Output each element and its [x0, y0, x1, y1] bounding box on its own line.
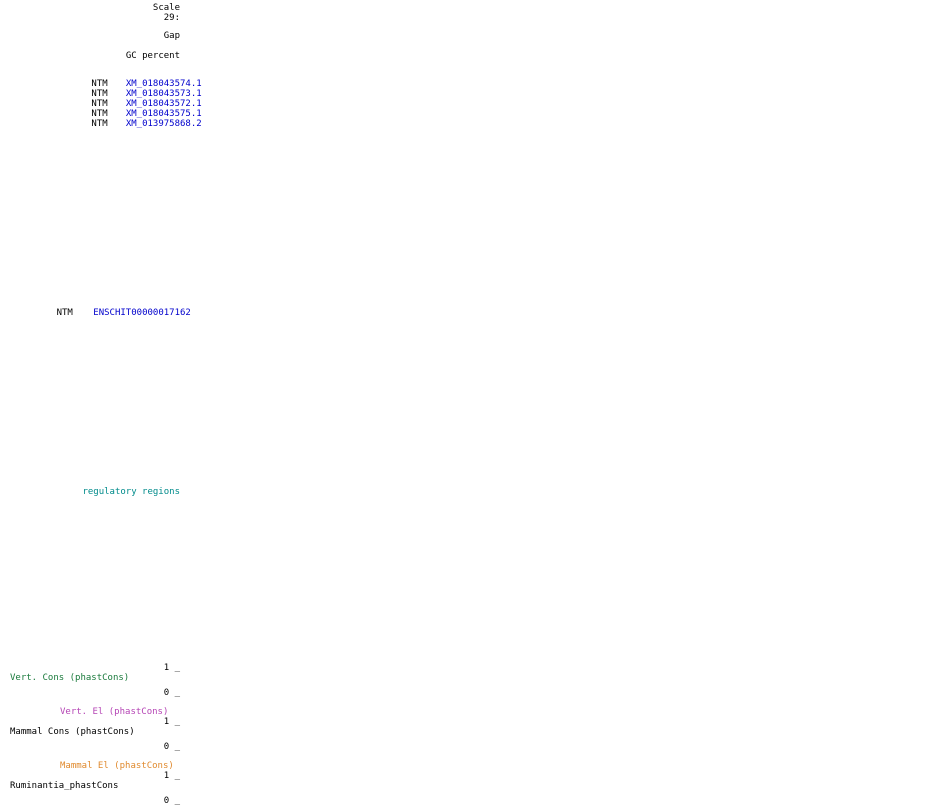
vert-cons-label[interactable]: Vert. Cons (phastCons) [10, 673, 130, 683]
ruminantia-label[interactable]: Ruminantia_phastCons [10, 781, 119, 791]
refseq-accession[interactable]: XM_013975868.2 [125, 119, 202, 129]
refseq-gene-symbol: NTM [91, 119, 108, 129]
ensembl-row[interactable] [0, 298, 191, 318]
gap-label: Gap [163, 31, 180, 41]
gc-percent-label: GC percent [125, 51, 180, 61]
vert-cons-min-tick: 0 _ [163, 688, 180, 698]
regulatory-regions-label[interactable]: regulatory regions [82, 487, 180, 497]
scale-label: Scale [152, 3, 180, 13]
refseq-accession[interactable]: XM_018043574.1 [125, 79, 202, 89]
refseq-accession[interactable]: XM_018043573.1 [125, 89, 202, 99]
vert-cons-max-tick: 1 _ [163, 663, 180, 673]
refseq-gene-symbol: NTM [91, 99, 108, 109]
ruminantia-min-tick: 0 _ [163, 796, 180, 806]
scale-value: 29: [163, 13, 180, 23]
refseq-row[interactable] [0, 109, 202, 139]
refseq-accession[interactable]: XM_018043575.1 [125, 109, 202, 119]
refseq-gene-symbol: NTM [91, 109, 108, 119]
mammal-cons-min-tick: 0 _ [163, 742, 180, 752]
mammal-el-label[interactable]: Mammal El (phastCons) [60, 761, 174, 771]
refseq-accession[interactable]: XM_018043572.1 [125, 99, 202, 109]
ensembl-gene-symbol: NTM [56, 308, 73, 318]
vert-el-label[interactable]: Vert. El (phastCons) [60, 707, 169, 717]
ruminantia-max-tick: 1 _ [163, 771, 180, 781]
refseq-gene-symbol: NTM [91, 89, 108, 99]
mammal-cons-max-tick: 1 _ [163, 717, 180, 727]
mammal-cons-label[interactable]: Mammal Cons (phastCons) [10, 727, 135, 737]
refseq-gene-symbol: NTM [91, 79, 108, 89]
ensembl-accession[interactable]: ENSCHIT00000017162 [93, 308, 191, 318]
